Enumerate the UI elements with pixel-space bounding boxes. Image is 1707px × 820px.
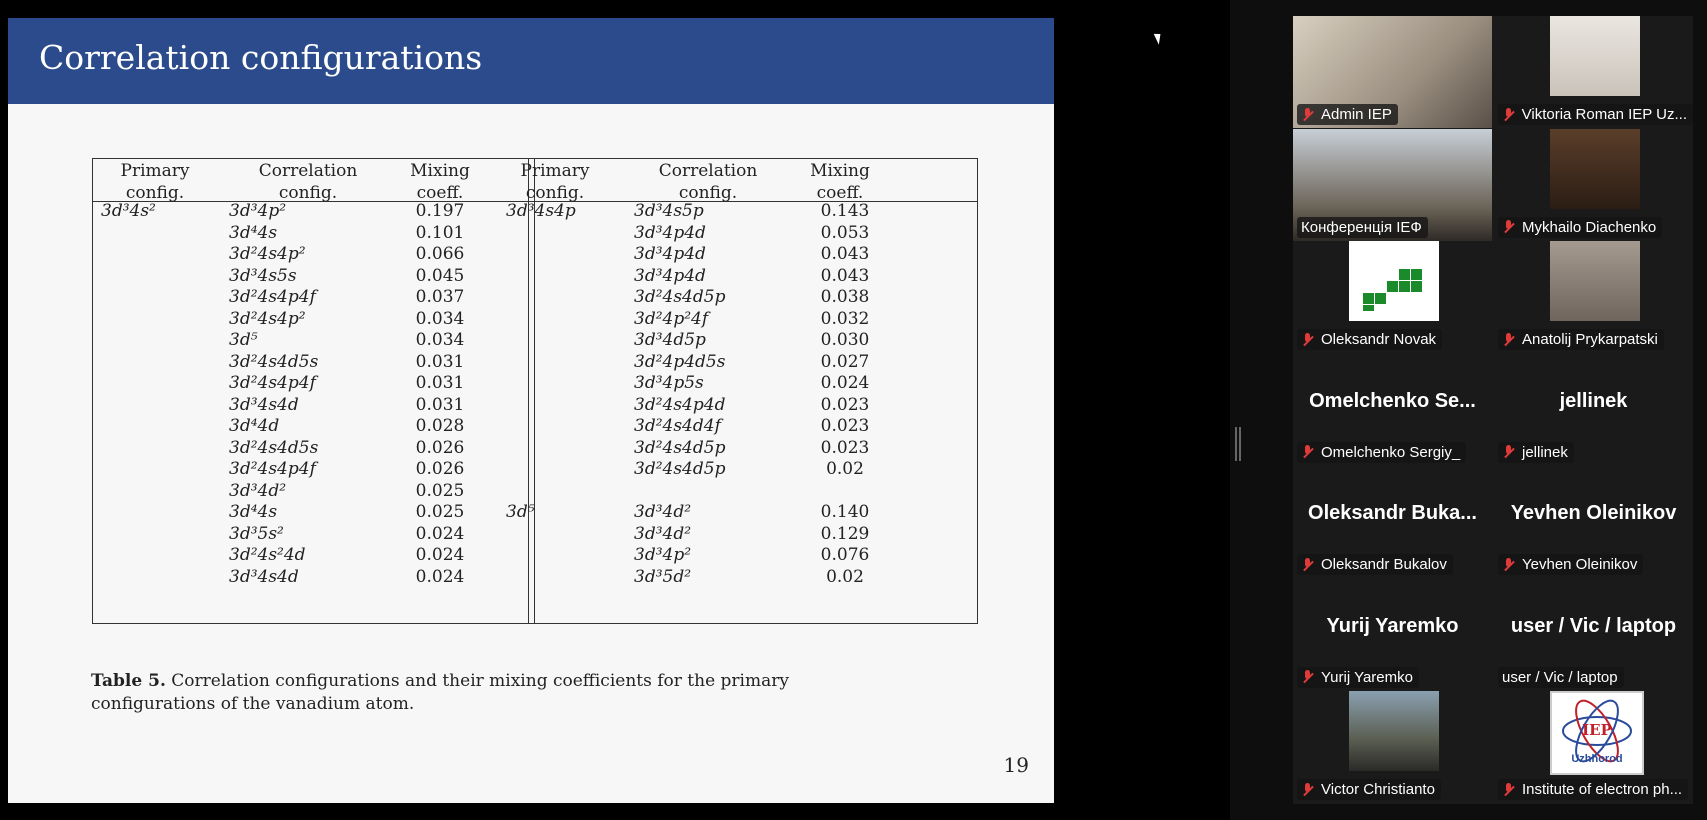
participant-name: Victor Christianto [1321, 781, 1435, 798]
correlation-config-cell: 3d²4s4p² [229, 244, 306, 264]
participant-name-tag [1498, 779, 1688, 800]
correlation-config-cell: 3d³4p5s [634, 373, 704, 393]
mixing-coeff-cell: 0.101 [415, 222, 465, 243]
mixing-coeff-cell: 0.043 [820, 265, 870, 286]
correlation-config-cell: 3d⁵ [229, 330, 258, 350]
muted-mic-icon [1502, 445, 1516, 459]
mixing-coeff-cell: 0.053 [820, 222, 870, 243]
mixing-coeff-cell: 0.197 [415, 201, 465, 221]
table-header-cell: Correlation config. [658, 161, 758, 203]
correlation-config-cell: 3d³4s5s [229, 265, 297, 286]
muted-mic-icon [1502, 558, 1516, 572]
mixing-coeff-cell: 0.024 [415, 545, 465, 565]
participant-tile[interactable] [1293, 691, 1492, 803]
correlation-config-cell: 3d⁴4d [229, 416, 280, 436]
mixing-coeff-cell: 0.034 [415, 330, 465, 350]
participant-avatar [1349, 241, 1439, 321]
primary-config-cell: 3d⁵ [506, 502, 535, 522]
participant-display-name: Oleksandr Buka... [1308, 502, 1477, 524]
participant-name: Institute of electron ph... [1522, 781, 1683, 798]
mixing-coeff-cell: 0.037 [415, 287, 465, 307]
muted-mic-icon [1301, 558, 1315, 572]
iep-logo-subtext: Uzhhorod [1571, 753, 1623, 765]
participant-display-name: jellinek [1559, 389, 1628, 412]
mixing-coeff-cell: 0.027 [820, 351, 870, 372]
mixing-coeff-cell: 0.034 [415, 308, 465, 329]
correlation-config-cell: 3d²4s4p4f [229, 287, 316, 307]
correlation-config-cell: 3d³5s² [229, 523, 284, 544]
slide-title: Correlation configurations [39, 38, 483, 77]
correlation-config-cell: 3d²4s4p4d [634, 394, 726, 415]
participant-tile[interactable] [1293, 579, 1492, 691]
participant-name-tag [1297, 442, 1466, 463]
mixing-coeff-cell: 0.028 [415, 416, 465, 436]
muted-mic-icon [1502, 783, 1516, 797]
table-header-cell: Mixing coeff. [410, 161, 470, 203]
participant-name: jellinek [1522, 443, 1568, 461]
mixing-coeff-cell: 0.066 [415, 244, 465, 264]
correlation-config-cell: 3d³4d² [634, 523, 692, 544]
participant-tile[interactable] [1494, 691, 1693, 803]
correlation-config-cell: 3d³4d² [229, 480, 287, 501]
mixing-coeff-cell: 0.024 [820, 373, 870, 393]
correlation-config-cell: 3d³4s4d [229, 394, 299, 415]
mixing-coeff-cell: 0.143 [820, 201, 870, 221]
muted-mic-icon [1301, 783, 1315, 797]
presentation-slide [8, 18, 1054, 803]
participant-avatar [1550, 241, 1640, 321]
participant-name: Admin IEP [1321, 106, 1392, 123]
participant-name-tag [1498, 667, 1624, 688]
participant-tile[interactable] [1293, 129, 1492, 241]
mixing-coeff-cell: 0.025 [415, 502, 465, 522]
muted-mic-icon [1502, 333, 1516, 347]
participant-name: Omelchenko Sergiy_ [1321, 443, 1461, 461]
muted-mic-icon [1301, 108, 1315, 122]
participant-name: Oleksandr Bukalov [1321, 556, 1447, 573]
primary-config-cell: 3d³4s4p [506, 201, 576, 221]
participant-name: Anatolij Prykarpatski [1522, 331, 1658, 348]
correlation-config-cell: 3d²4s²4d [229, 545, 306, 565]
correlation-config-cell: 3d³4p4d [634, 222, 706, 243]
participant-name: Mykhailo Diachenko [1522, 218, 1657, 236]
mixing-coeff-cell: 0.026 [415, 437, 465, 458]
participant-name-tag [1297, 779, 1441, 800]
participant-name-tag [1498, 329, 1664, 350]
caption-label: Table 5. [91, 671, 166, 691]
participant-tile[interactable] [1494, 466, 1693, 578]
participant-display-name: Yurij Yaremko [1326, 614, 1459, 637]
correlation-config-cell: 3d²4s4d5p [634, 459, 726, 479]
participant-name-tag [1297, 104, 1398, 125]
primary-config-cell: 3d³4s² [101, 201, 156, 221]
table-header-cell: Primary config. [520, 161, 590, 203]
participant-name: Viktoria Roman IEP Uz... [1521, 106, 1687, 123]
participant-name: Yevhen Oleinikov [1522, 556, 1638, 573]
mixing-coeff-cell: 0.031 [415, 394, 465, 415]
table-header-cell: Primary config. [120, 161, 190, 203]
correlation-config-cell: 3d³4d² [634, 502, 692, 522]
participant-name-tag [1498, 442, 1574, 463]
participant-avatar [1349, 691, 1439, 771]
correlation-table [92, 158, 978, 624]
participant-tile[interactable] [1494, 241, 1693, 353]
participant-tile[interactable] [1293, 16, 1492, 128]
correlation-config-cell: 3d³4d5p [634, 330, 706, 350]
participant-tile[interactable] [1494, 16, 1693, 128]
mixing-coeff-cell: 0.140 [820, 502, 870, 522]
mixing-coeff-cell: 0.02 [826, 566, 864, 587]
correlation-config-cell: 3d³4s5p [634, 201, 704, 221]
muted-mic-icon [1301, 670, 1315, 684]
participant-name-tag [1297, 217, 1428, 238]
resize-handle[interactable] [1235, 427, 1241, 461]
mixing-coeff-cell: 0.030 [820, 330, 870, 350]
mixing-coeff-cell: 0.032 [820, 308, 870, 329]
participant-name-tag [1498, 554, 1643, 575]
mixing-coeff-cell: 0.025 [415, 480, 465, 501]
mixing-coeff-cell: 0.023 [820, 394, 870, 415]
table-caption [91, 670, 851, 716]
mixing-coeff-cell: 0.031 [415, 351, 465, 372]
page-number: 19 [1003, 753, 1029, 777]
participant-name: Конференція ІЕФ [1301, 218, 1422, 236]
iep-logo-text: IEP [1582, 721, 1612, 739]
mixing-coeff-cell: 0.023 [820, 416, 870, 436]
correlation-config-cell: 3d²4s4d4f [634, 416, 721, 436]
mixing-coeff-cell: 0.026 [415, 459, 465, 479]
table-header-cell: Correlation config. [258, 161, 358, 203]
participant-display-name: Yevhen Oleinikov [1510, 502, 1677, 524]
participant-avatar [1550, 16, 1640, 96]
mixing-coeff-cell: 0.076 [820, 545, 870, 565]
participant-gallery [1293, 16, 1693, 804]
participant-avatar [1550, 129, 1640, 209]
muted-mic-icon [1502, 108, 1516, 122]
correlation-config-cell: 3d³4s4d [229, 566, 299, 587]
correlation-config-cell: 3d⁴4s [229, 222, 278, 243]
participant-tile[interactable] [1293, 466, 1492, 578]
mixing-coeff-cell: 0.02 [826, 459, 864, 479]
correlation-config-cell: 3d²4s4d5s [229, 351, 319, 372]
correlation-config-cell: 3d³4p4d [634, 244, 706, 264]
participant-name-tag [1297, 667, 1419, 688]
correlation-config-cell: 3d²4s4p4f [229, 459, 316, 479]
mixing-coeff-cell: 0.023 [820, 437, 870, 458]
muted-mic-icon [1502, 220, 1516, 234]
correlation-config-cell: 3d²4s4d5p [634, 287, 726, 307]
mixing-coeff-cell: 0.129 [820, 523, 870, 544]
participant-display-name: Omelchenko Se... [1309, 389, 1476, 412]
mixing-coeff-cell: 0.043 [820, 244, 870, 264]
correlation-config-cell: 3d³5d² [634, 566, 692, 587]
participant-name-tag [1498, 104, 1693, 125]
participant-tile[interactable] [1293, 354, 1492, 466]
correlation-config-cell: 3d²4s4d5p [634, 437, 726, 458]
table-divider [528, 159, 535, 623]
correlation-config-cell: 3d³4p² [634, 545, 692, 565]
participant-name: Oleksandr Novak [1321, 331, 1437, 348]
participant-name-tag [1297, 329, 1442, 350]
mixing-coeff-cell: 0.024 [415, 566, 465, 587]
mixing-coeff-cell: 0.031 [415, 373, 465, 393]
correlation-config-cell: 3d²4s4d5s [229, 437, 319, 458]
participant-display-name: user / Vic / laptop [1510, 614, 1677, 637]
slide-header [8, 18, 1054, 104]
participant-tile[interactable] [1494, 129, 1693, 241]
participant-tile[interactable] [1293, 241, 1492, 353]
mouse-cursor-icon [1154, 31, 1165, 44]
participant-name: user / Vic / laptop [1502, 668, 1618, 686]
participant-name: Yurij Yaremko [1321, 668, 1413, 686]
participant-avatar [1550, 691, 1644, 775]
participant-tile[interactable] [1494, 579, 1693, 691]
mixing-coeff-cell: 0.038 [820, 287, 870, 307]
muted-mic-icon [1301, 445, 1315, 459]
correlation-config-cell: 3d²4s4p² [229, 308, 306, 329]
correlation-config-cell: 3d²4s4p4f [229, 373, 316, 393]
mixing-coeff-cell: 0.024 [415, 523, 465, 544]
participant-name-tag [1297, 554, 1453, 575]
caption-text: Correlation configurations and their mixing coefficients for the primary configurations of the vanadium atom. [91, 671, 789, 714]
correlation-config-cell: 3d²4p4d5s [634, 351, 726, 372]
correlation-config-cell: 3d³4p4d [634, 265, 706, 286]
mixing-coeff-cell: 0.045 [415, 265, 465, 286]
table-header-cell: Mixing coeff. [810, 161, 870, 203]
correlation-config-cell: 3d²4p²4f [634, 308, 709, 329]
correlation-config-cell: 3d⁴4s [229, 502, 278, 522]
muted-mic-icon [1301, 333, 1315, 347]
participant-tile[interactable] [1494, 354, 1693, 466]
participant-name-tag [1498, 217, 1662, 238]
correlation-config-cell: 3d³4p² [229, 201, 287, 221]
